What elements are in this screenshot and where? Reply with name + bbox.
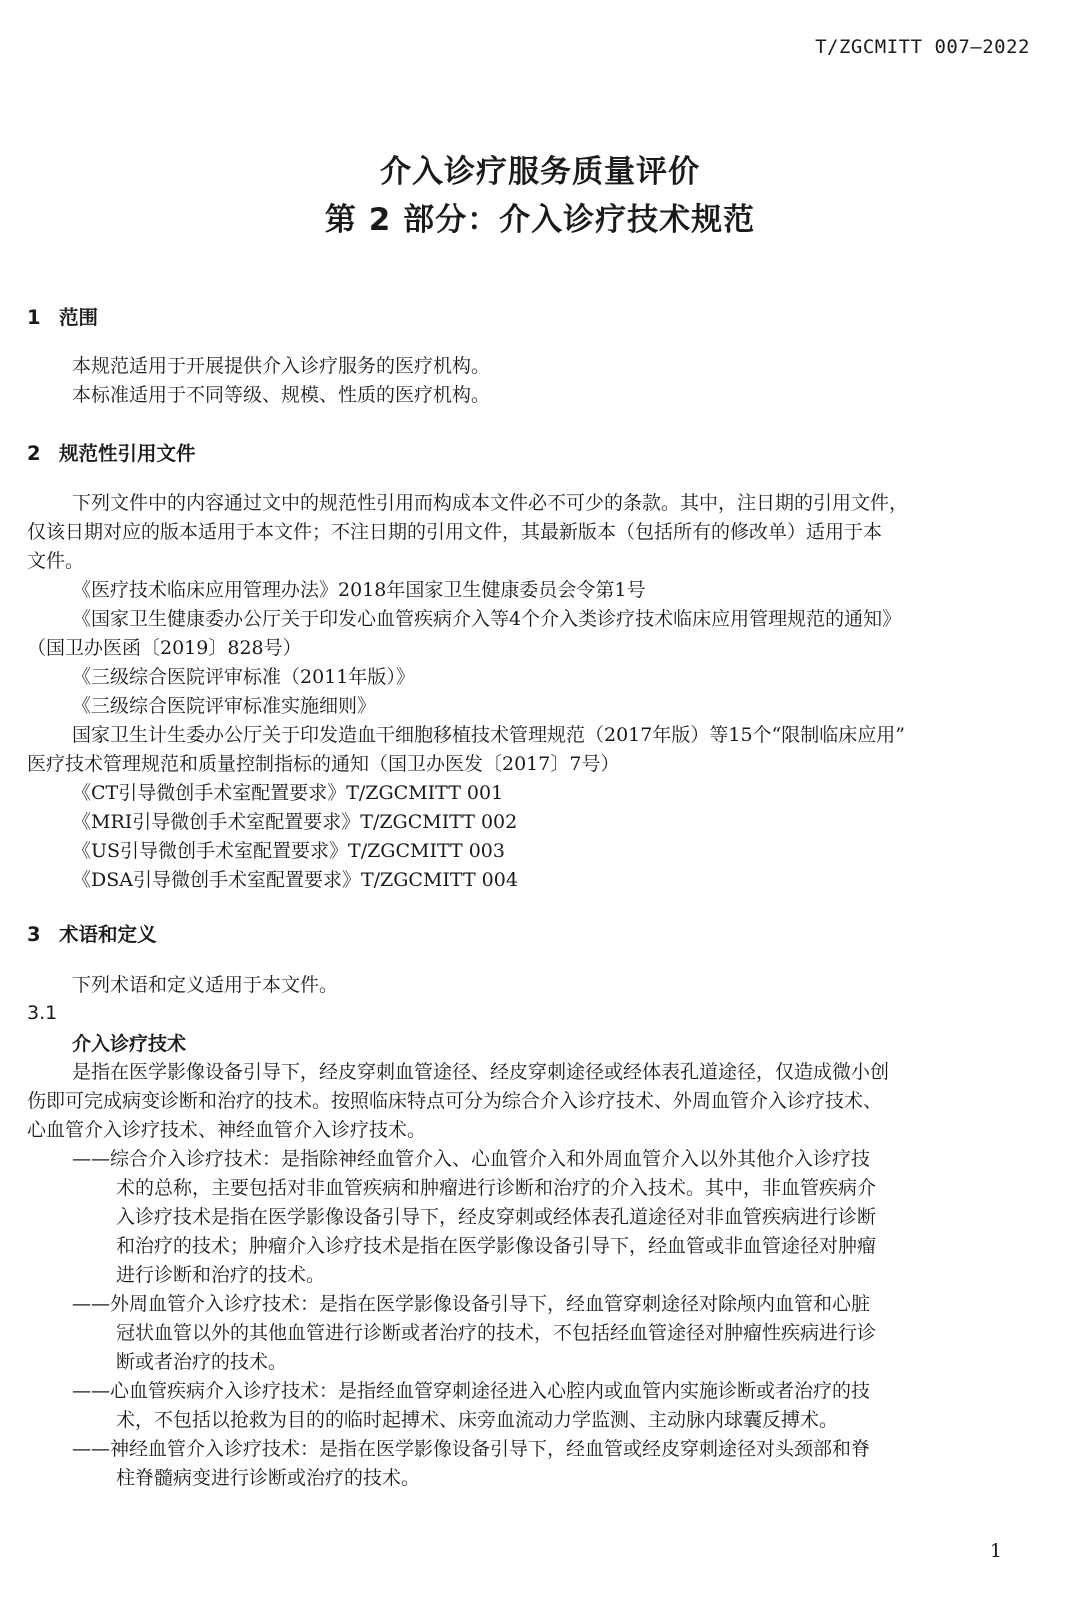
section-number: 3 xyxy=(27,923,41,946)
paragraph-line: 仅该日期对应的版本适用于本文件；不注日期的引用文件，其最新版本（包括所有的修改单）适用于本 xyxy=(27,521,883,543)
list-item-continuation: 进行诊断和治疗的技术。 xyxy=(116,1264,326,1286)
reference-item: 《MRI引导微创手术室配置要求》T/ZGCMITT 002 xyxy=(72,811,518,833)
definition-line: 是指在医学影像设备引导下，经皮穿刺血管途径、经皮穿刺途径或经体表孔道途径，仅造成微小创 xyxy=(72,1061,890,1083)
reference-item: 《三级综合医院评审标准（2011年版）》 xyxy=(72,666,415,688)
reference-item: 《CT引导微创手术室配置要求》T/ZGCMITT 001 xyxy=(72,782,504,804)
page-number: 1 xyxy=(989,1540,1002,1562)
section-1-heading xyxy=(27,302,98,330)
reference-item: 《三级综合医院评审标准实施细则》 xyxy=(72,695,377,717)
definition-line: 心血管介入诊疗技术、神经血管介入诊疗技术。 xyxy=(27,1119,427,1141)
standard-code: T/ZGCMITT 007—2022 xyxy=(815,36,1030,58)
list-item: ——综合介入诊疗技术：是指除神经血管介入、心血管介入和外周血管介入以外其他介入诊疗技 xyxy=(72,1148,871,1170)
paragraph-line: 下列文件中的内容通过文中的规范性引用而构成本文件必不可少的条款。其中，注日期的引用文件， xyxy=(72,492,909,514)
reference-item: 《国家卫生健康委办公厅关于印发心血管疾病介入等4个介入类诊疗技术临床应用管理规范的通知》 xyxy=(72,608,902,630)
list-item-continuation: 术，不包括以抢救为目的的临时起搏术、床旁血流动力学监测、主动脉内球囊反搏术。 xyxy=(116,1409,839,1431)
list-item-continuation: 入诊疗技术是指在医学影像设备引导下，经皮穿刺或经体表孔道途径对非血管疾病进行诊断 xyxy=(116,1206,877,1228)
paragraph: 本规范适用于开展提供介入诊疗服务的医疗机构。 xyxy=(72,355,491,377)
list-item-continuation: 和治疗的技术；肿瘤介入诊疗技术是指在医学影像设备引导下，经血管或非血管途径对肿瘤 xyxy=(116,1235,877,1257)
document-subtitle: 第 2 部分：介入诊疗技术规范 xyxy=(324,202,756,238)
term-title: 介入诊疗技术 xyxy=(72,1033,187,1055)
section-number: 1 xyxy=(27,306,41,329)
document-title: 介入诊疗服务质量评价 xyxy=(380,154,700,190)
list-item: ——神经血管介入诊疗技术：是指在医学影像设备引导下，经血管或经皮穿刺途径对头颈部和脊 xyxy=(72,1438,871,1460)
list-item: ——外周血管介入诊疗技术：是指在医学影像设备引导下，经血管穿刺途径对除颅内血管和心脏 xyxy=(72,1293,871,1315)
list-item-continuation: 术的总称，主要包括对非血管疾病和肿瘤进行诊断和治疗的介入技术。其中，非血管疾病介 xyxy=(116,1177,877,1199)
section-title: 范围 xyxy=(59,306,99,329)
section-2-heading xyxy=(27,438,196,466)
section-title: 规范性引用文件 xyxy=(59,442,196,465)
list-item-continuation: 断或者治疗的技术。 xyxy=(116,1351,288,1373)
section-number: 2 xyxy=(27,442,41,465)
term-number: 3.1 xyxy=(27,1002,58,1024)
reference-item: 医疗技术管理规范和质量控制指标的通知（国卫办医发〔2017〕7号） xyxy=(27,753,620,775)
reference-item: 《US引导微创手术室配置要求》T/ZGCMITT 003 xyxy=(72,840,505,862)
section-3-heading xyxy=(27,919,157,947)
section-title: 术语和定义 xyxy=(59,923,157,946)
list-item-continuation: 冠状血管以外的其他血管进行诊断或者治疗的技术，不包括经血管途径对肿瘤性疾病进行诊 xyxy=(116,1322,877,1344)
paragraph: 下列术语和定义适用于本文件。 xyxy=(72,974,339,996)
paragraph: 本标准适用于不同等级、规模、性质的医疗机构。 xyxy=(72,384,491,406)
definition-line: 伤即可完成病变诊断和治疗的技术。按照临床特点可分为综合介入诊疗技术、外周血管介入诊疗技术、 xyxy=(27,1090,883,1112)
list-item-continuation: 柱脊髓病变进行诊断或治疗的技术。 xyxy=(116,1467,421,1489)
reference-item: （国卫办医函〔2019〕828号） xyxy=(27,637,302,659)
reference-item: 国家卫生计生委办公厅关于印发造血干细胞移植技术管理规范（2017年版）等15个“限制临床应用” xyxy=(72,724,905,746)
list-item: ——心血管疾病介入诊疗技术：是指经血管穿刺途径进入心腔内或血管内实施诊断或者治疗的技 xyxy=(72,1380,871,1402)
paragraph-line: 文件。 xyxy=(27,550,85,572)
reference-item: 《医疗技术临床应用管理办法》2018年国家卫生健康委员会令第1号 xyxy=(72,579,646,601)
reference-item: 《DSA引导微创手术室配置要求》T/ZGCMITT 004 xyxy=(72,869,518,891)
